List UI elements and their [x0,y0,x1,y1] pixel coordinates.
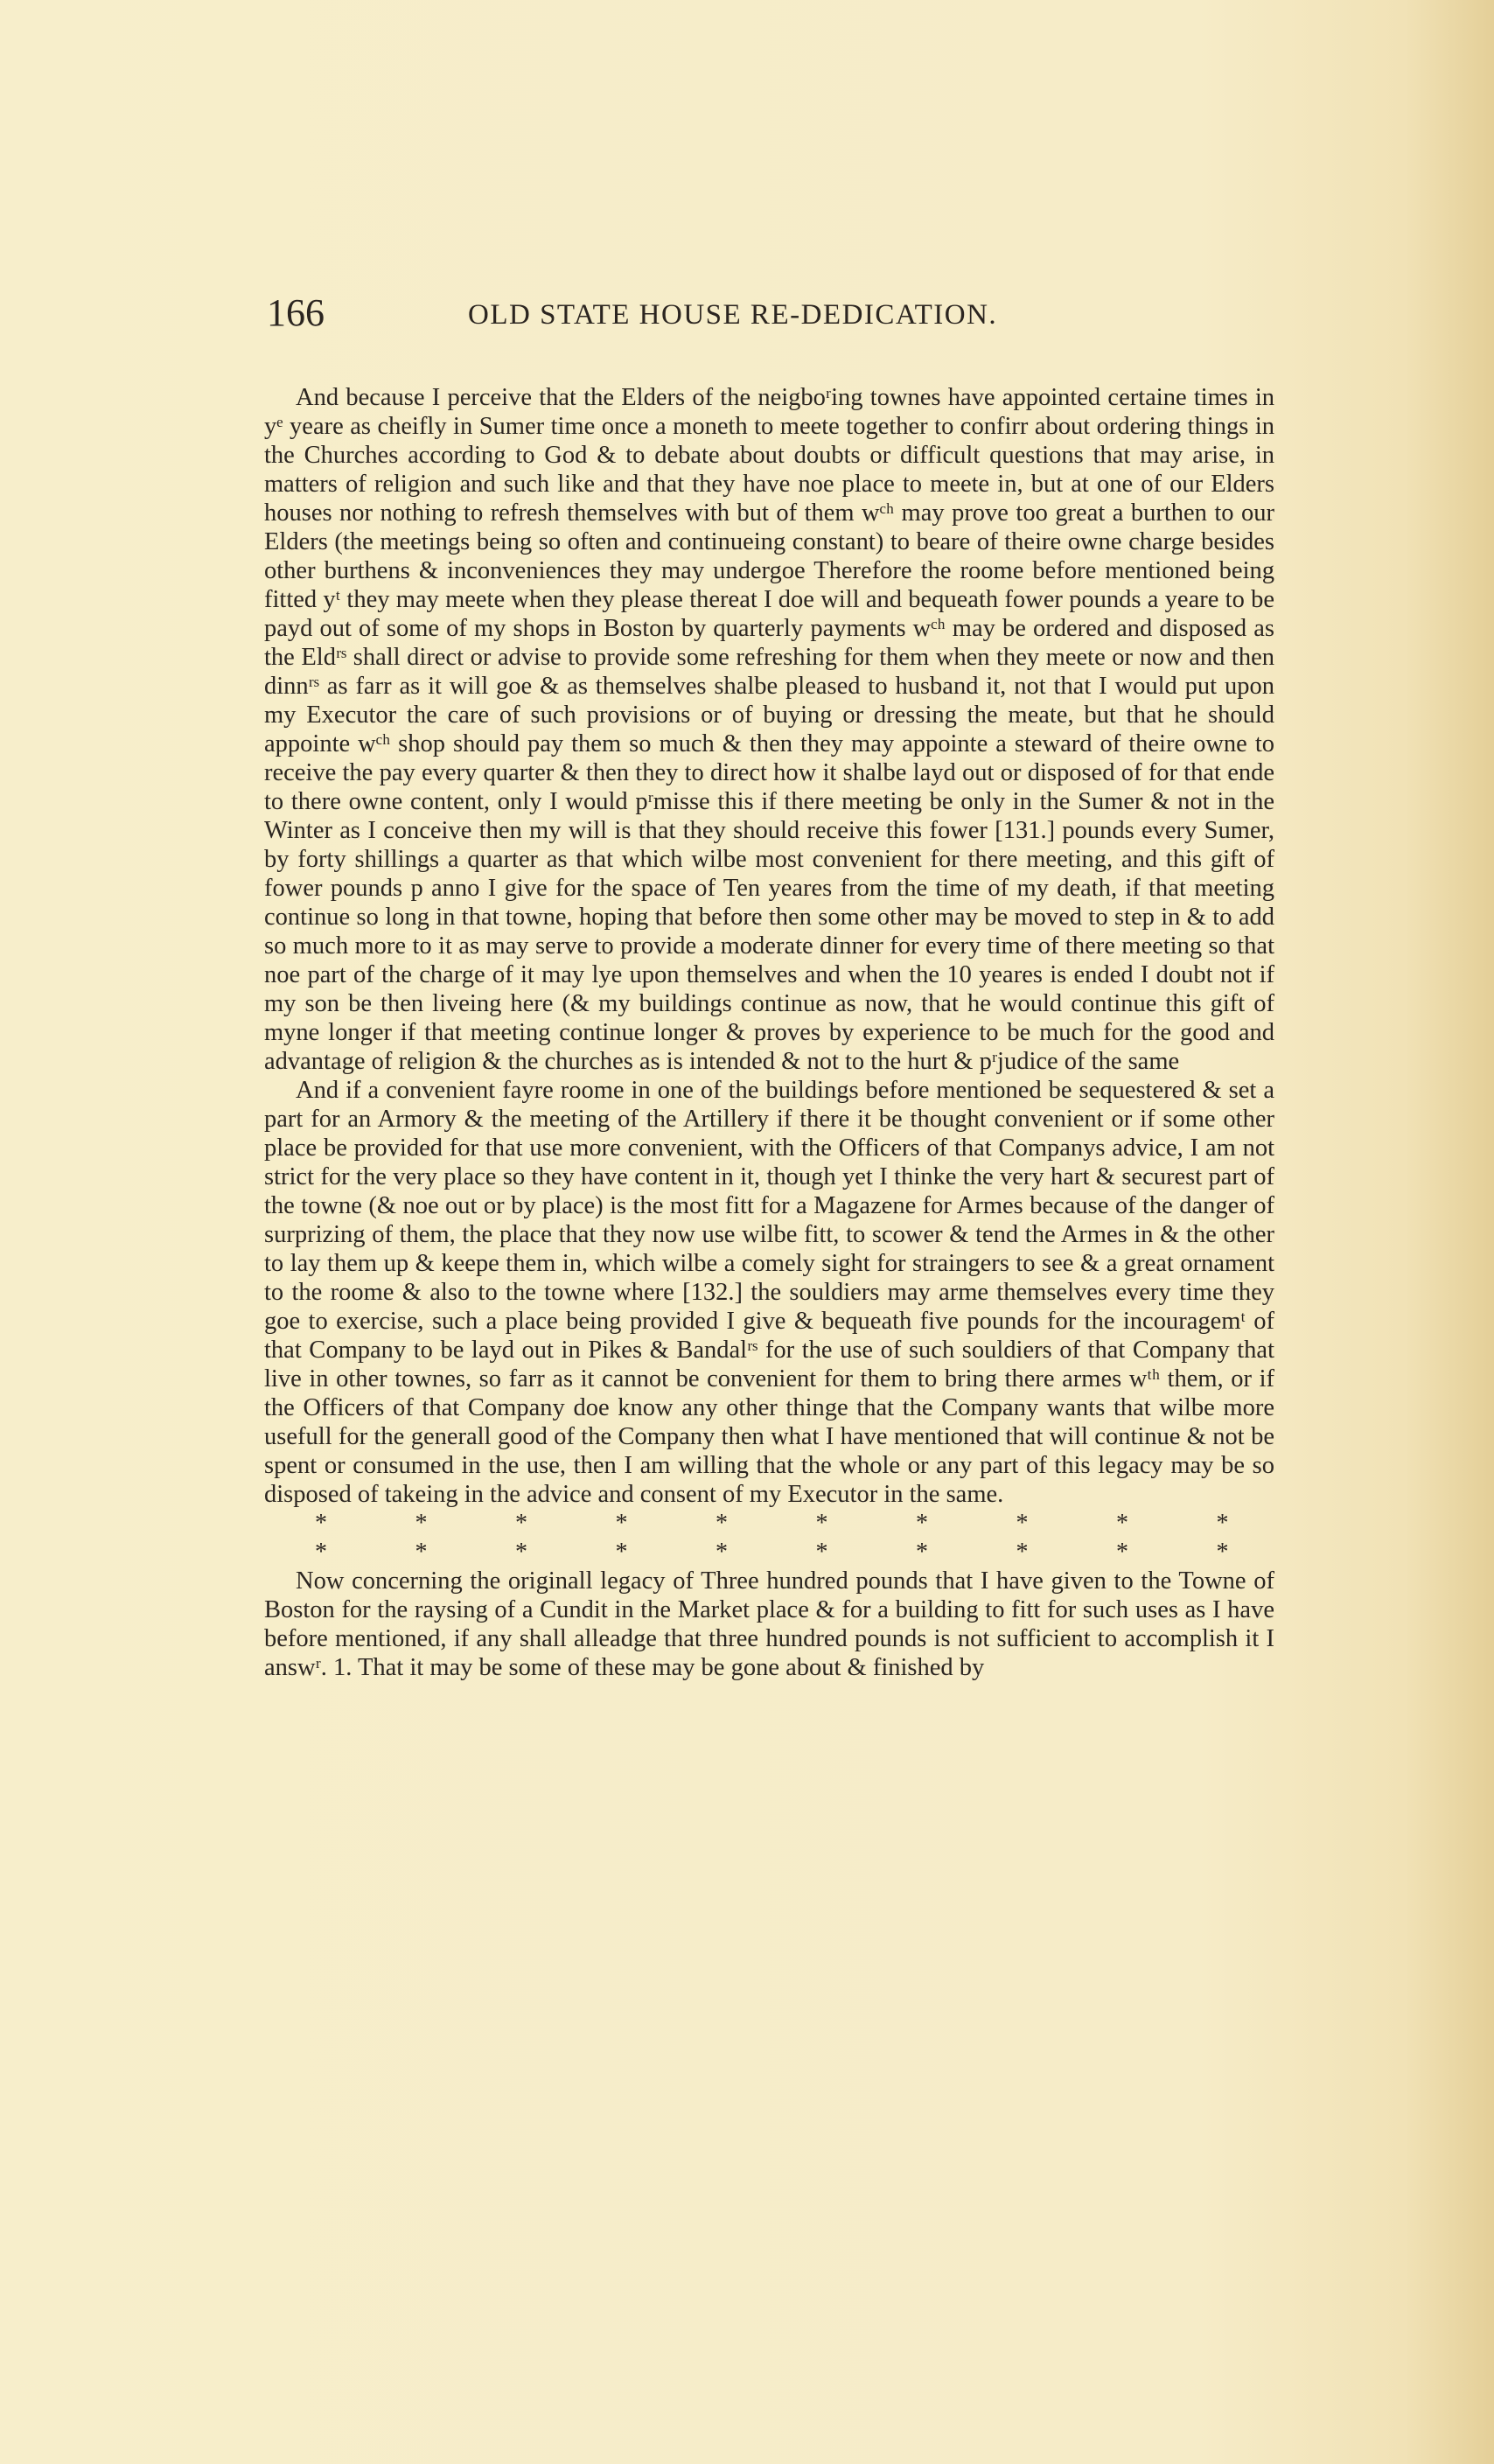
asterisk-row [264,1538,1274,1567]
asterisk: * [815,1539,828,1566]
page-number: 166 [267,291,325,334]
asterisk-row [264,1509,1274,1538]
asterisk: * [615,1539,628,1566]
running-head: OLD STATE HOUSE RE-DEDICATION. [468,299,998,331]
asterisk: * [1016,1510,1029,1537]
asterisk: * [916,1510,928,1537]
paragraph-armory-legacy: And if a convenient fayre roome in one of the buildings before mentioned be sequestered & set a part for an Armory & the meeting of the Artillery if there it be thought convenient or if some other place be provided for that use more convenient, with the Officers of that Companys advice, I am not strict for the very place so they have content in it, though yet I thinke the very hart & securest part of the towne (& noe out or by place) is the most fitt for a Magazene for Armes because of the danger of surprizing of them, the place that they now use wilbe fitt, to scower & tend the Armes in & the other to lay them up & keepe them in, which wilbe a comely sight for straingers to see & a great ornament to the roome & also to the towne where [132.] the souldiers may arme themselves every time they goe to exercise, such a place being provided I give & bequeath five pounds for the incouragemᵗ of that Company to be layd out in Pikes & Bandalʳˢ for the use of such souldiers of that Company that live in other townes, so farr as it cannot be convenient for them to bring there armes wᵗʰ them, or if the Officers of that Company doe know any other thinge that the Company wants that wilbe more usefull for the generall good of the Company then what I have mentioned that will continue & not be spent or consumed in the use, then I am willing that the whole or any part of this legacy may be so disposed of takeing in the advice and consent of my Executor in the same. [264,1077,1274,1508]
asterisk: * [1216,1510,1229,1537]
asterisk: * [716,1539,728,1566]
asterisk: * [815,1510,828,1537]
asterisk: * [415,1510,428,1537]
asterisk: * [1116,1510,1128,1537]
asterisk: * [515,1539,527,1566]
asterisk: * [916,1539,928,1566]
asterisk: * [315,1510,327,1537]
asterisk: * [716,1510,728,1537]
asterisk: * [615,1510,628,1537]
asterisk: * [1216,1539,1229,1566]
asterisk: * [415,1539,428,1566]
asterisk: * [315,1539,327,1566]
paragraph-elders-legacy: And because I perceive that the Elders of the neigboʳing townes have appointed certaine times in yᵉ yeare as cheifly in Sumer time once a moneth to meete together to confirr about ordering things in the Churches according to God & to debate about doubts or difficult questions that may arise, in matters of religion and such like and that they have noe place to meete in, but at one of our Elders houses nor nothing to refresh themselves with but of them wᶜʰ may prove too great a burthen to our Elders (the meetings being so often and continueing constant) to beare of theire owne charge besides other burthens & inconveniences they may undergoe Therefore the roome before mentioned being fitted yᵗ they may meete when they please thereat I doe will and bequeath fower pounds a yeare to be payd out of some of my shops in Boston by quarterly payments wᶜʰ may be ordered and disposed as the Eldʳˢ shall direct or advise to provide some refreshing for them when they meete or now and then dinnʳˢ as farr as it will goe & as themselves shalbe pleased to husband it, not that I would put upon my Executor the care of such provisions or of buying or dressing the meate, but that he should appointe wᶜʰ shop should pay them so much & then they may appointe a steward of theire owne to receive the pay every quarter & then they to direct how it shalbe layd out or disposed of for that ende to there owne content, only I would pʳmisse this if there meeting be only in the Sumer & not in the Winter as I conceive then my will is that they should receive this fower [131.] pounds every Sumer, by forty shillings a quarter as that which wilbe most convenient for there meeting, and this gift of fower pounds p anno I give for the space of Ten yeares from the time of my death, if that meeting continue so long in that towne, hoping that before then some other may be moved to step in & to add so much more to it as may serve to provide a moderate dinner for every time of there meeting so that noe part of the charge of it may lye upon themselves and when the 10 yeares is ended I doubt not if my son be then liveing here (& my buildings continue as now, that he would continue this gift of myne longer if that meeting continue longer & proves by experience to be much for the good and advantage of religion & the churches as is intended & not to the hurt & pʳjudice of the same [264,384,1274,1075]
asterisk: * [515,1510,527,1537]
asterisk: * [1016,1539,1029,1566]
paragraph-conduit-legacy: Now concerning the originall legacy of Three hundred pounds that I have given to the Towne of Boston for the raysing of a Cundit in the Market place & for a building to fitt for such uses as I have before mentioned, if any shall alleadge that three hundred pounds is not sufficient to accomplish it I answʳ. 1. That it may be some of these may be gone about & finished by [264,1567,1274,1681]
body-text [264,383,1274,1682]
page-header [267,289,1281,338]
asterisk: * [1116,1539,1128,1566]
